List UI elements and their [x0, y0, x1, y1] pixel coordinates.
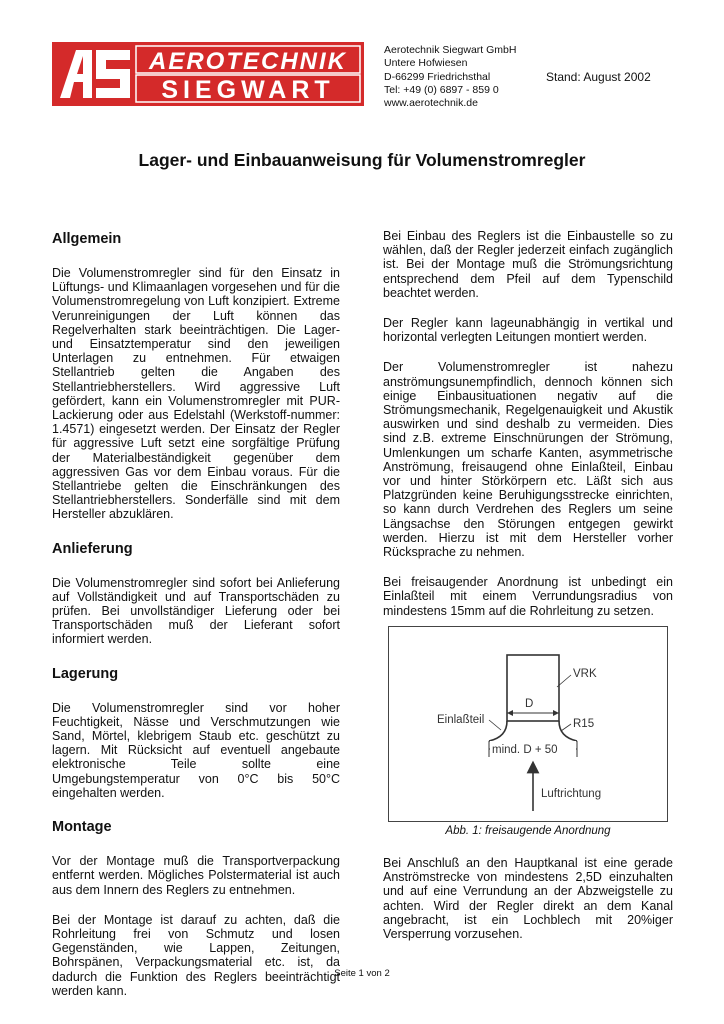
inlet-flare-shape [489, 721, 577, 741]
company-address [384, 44, 516, 110]
label-luftrichtung: Luftrichtung [541, 788, 602, 800]
section-heading-anlieferung: Anlieferung [52, 540, 133, 557]
company-phone: Tel: +49 (0) 6897 - 859 0 [384, 83, 499, 96]
diagram-drawing [389, 627, 667, 821]
revision-date: Stand: August 2002 [546, 70, 651, 84]
paragraph-freisaugend: Bei freisaugender Anordnung ist unbedingt ein Einlaßteil mit einem Verrundungsradius von mindestens 15mm auf die Rohrleitung zu setzen. [383, 575, 673, 618]
document-title: Lager- und Einbauanweisung für Volumenstromregler [138, 150, 586, 170]
right-column [383, 229, 673, 634]
company-city: D-66299 Friedrichsthal [384, 70, 491, 83]
paragraph-hauptkanal: Bei Anschluß an den Hauptkanal ist eine gerade Anströmstrecke von mindestens 2,5D einzuhalten und auf eine Verrundung an der Abzweigstelle zu achten. Wird der Regler direkt an dem Kanal angebracht, ist ein Lochblech mit 20%iger Versperrung vorzusehen. [383, 856, 673, 942]
right-column-lower [383, 856, 673, 957]
paragraph-lageunabhaengig: Der Regler kann lageunabhängig in vertikal und horizontal verlegten Leitungen montiert werden. [383, 316, 673, 345]
page-number: Seite 1 von 2 [334, 968, 390, 979]
section-heading-montage: Montage [52, 819, 112, 836]
company-street: Untere Hofwiesen [384, 57, 468, 70]
paragraph-anlieferung: Die Volumenstromregler sind sofort bei Anlieferung auf Vollständigkeit und auf Transportschäden zu prüfen. Bei unvollständiger Lieferung oder bei Transportschäden muß der Lieferant sofort informiert werden. [52, 575, 340, 647]
company-logo [52, 42, 364, 106]
paragraph-einbaustelle: Bei Einbau des Reglers ist die Einbaustelle so zu wählen, daß der Regler jederzeit einfach zugänglich ist. Bei der Montage muß die Strömungsrichtung entsprechend dem Pfeil auf dem Typenschild beachtet werden. [383, 229, 673, 300]
figure-caption: Abb. 1: freisaugende Anordnung [445, 825, 611, 837]
label-r15: R15 [573, 718, 595, 730]
paragraph-lagerung: Die Volumenstromregler sind vor hoher Feuchtigkeit, Nässe und Verschmutzungen wie Sand, Mörtel, klebrigem Staub etc. geschützt zu lagern. Mit Rücksicht auf eventuell angebaute elektronische Teile sollte eine Umgebungstemperatur von 0°C bis 50°C eingehalten werden. [52, 700, 340, 800]
svg-text:AEROTECHNIK: AEROTECHNIK [148, 48, 348, 75]
section-heading-allgemein: Allgemein [52, 231, 122, 247]
left-column [52, 230, 340, 1014]
paragraph-allgemein: Die Volumenstromregler sind für den Einsatz in Lüftungs- und Klimaanlagen vorgesehen und für die Volumenstromregelung von Luft konzipiert. Extreme Verunreinigungen der Luft können das Regelverhalten stark beeinträchtigen. Die Lager- und Einsatztemperatur sind den jeweiligen Unterlagen zu entnehmen. Für etwaigen Stellantrieb gelten die Angaben des Stellantriebherstellers. Wird aggressive Luft gefördert, kann ein Volumenstromregler mit PUR-Lackierung oder aus Edelstahl (Werkstoff-nummer: 1.4571) eingesetzt werden. Der Einsatz der Regler für aggressive Luft setzt eine sorgfältige Prüfung der Materialbeständigkeit gegenüber dem aggressiven Gas vor dem Einbau voraus. Für die Stellantriebe gelten die Einschränkungen des Stellantriebherstellers. Sonderfälle sind mit dem Hersteller abzuklären. [52, 266, 340, 522]
section-heading-lagerung: Lagerung [52, 665, 119, 682]
installation-diagram [388, 626, 668, 822]
svg-text:SIEGWART: SIEGWART [161, 76, 335, 104]
paragraph-montage-1: Vor der Montage muß die Transportverpackung entfernt werden. Mögliches Polstermaterial ist auch aus dem Innern des Reglers zu entnehmen. [52, 854, 340, 897]
vrk-duct-shape [507, 655, 559, 721]
company-website[interactable]: www.aerotechnik.de [384, 97, 478, 110]
label-einlassteil: Einlaßteil [437, 714, 485, 726]
company-name: Aerotechnik Siegwart GmbH [384, 44, 517, 56]
label-vrk: VRK [573, 668, 597, 680]
label-d: D [525, 698, 534, 710]
paragraph-montage-2: Bei der Montage ist darauf zu achten, daß die Rohrleitung frei von Schmutz und losen Gegenständen, wie Lappen, Zeitungen, Bohrspänen, Verpackungsmaterial etc. ist, da dadurch die Funktion des Reglers beeinträchtigt werden kann. [52, 912, 340, 998]
paragraph-anstroemung: Der Volumenstromregler ist nahezu anströmungsunempfindlich, dennoch können sich einige Einbausituationen negativ auf die Strömungsmechanik, Regelgenauigkeit und Akustik auswirken und sind deshalb zu vermeiden. Dies sind z.B. extreme Einschnürungen der Strömung, Umlenkungen um scharfe Kanten, asymmetrische Anströmung, freisaugend ohne Einlaßteil, Einbau vor und hinter Störkörpern etc. Läßt sich aus Platzgründen keine Beruhigungsstrecke einrichten, so kann durch Verdrehen des Reglers um seine Längsachse den Störungen entgegen gewirkt werden. Hierzu ist mit dem Hersteller vorher Rücksprache zu nehmen. [383, 360, 673, 560]
label-mind-d50: mind. D + 50 [492, 744, 558, 756]
